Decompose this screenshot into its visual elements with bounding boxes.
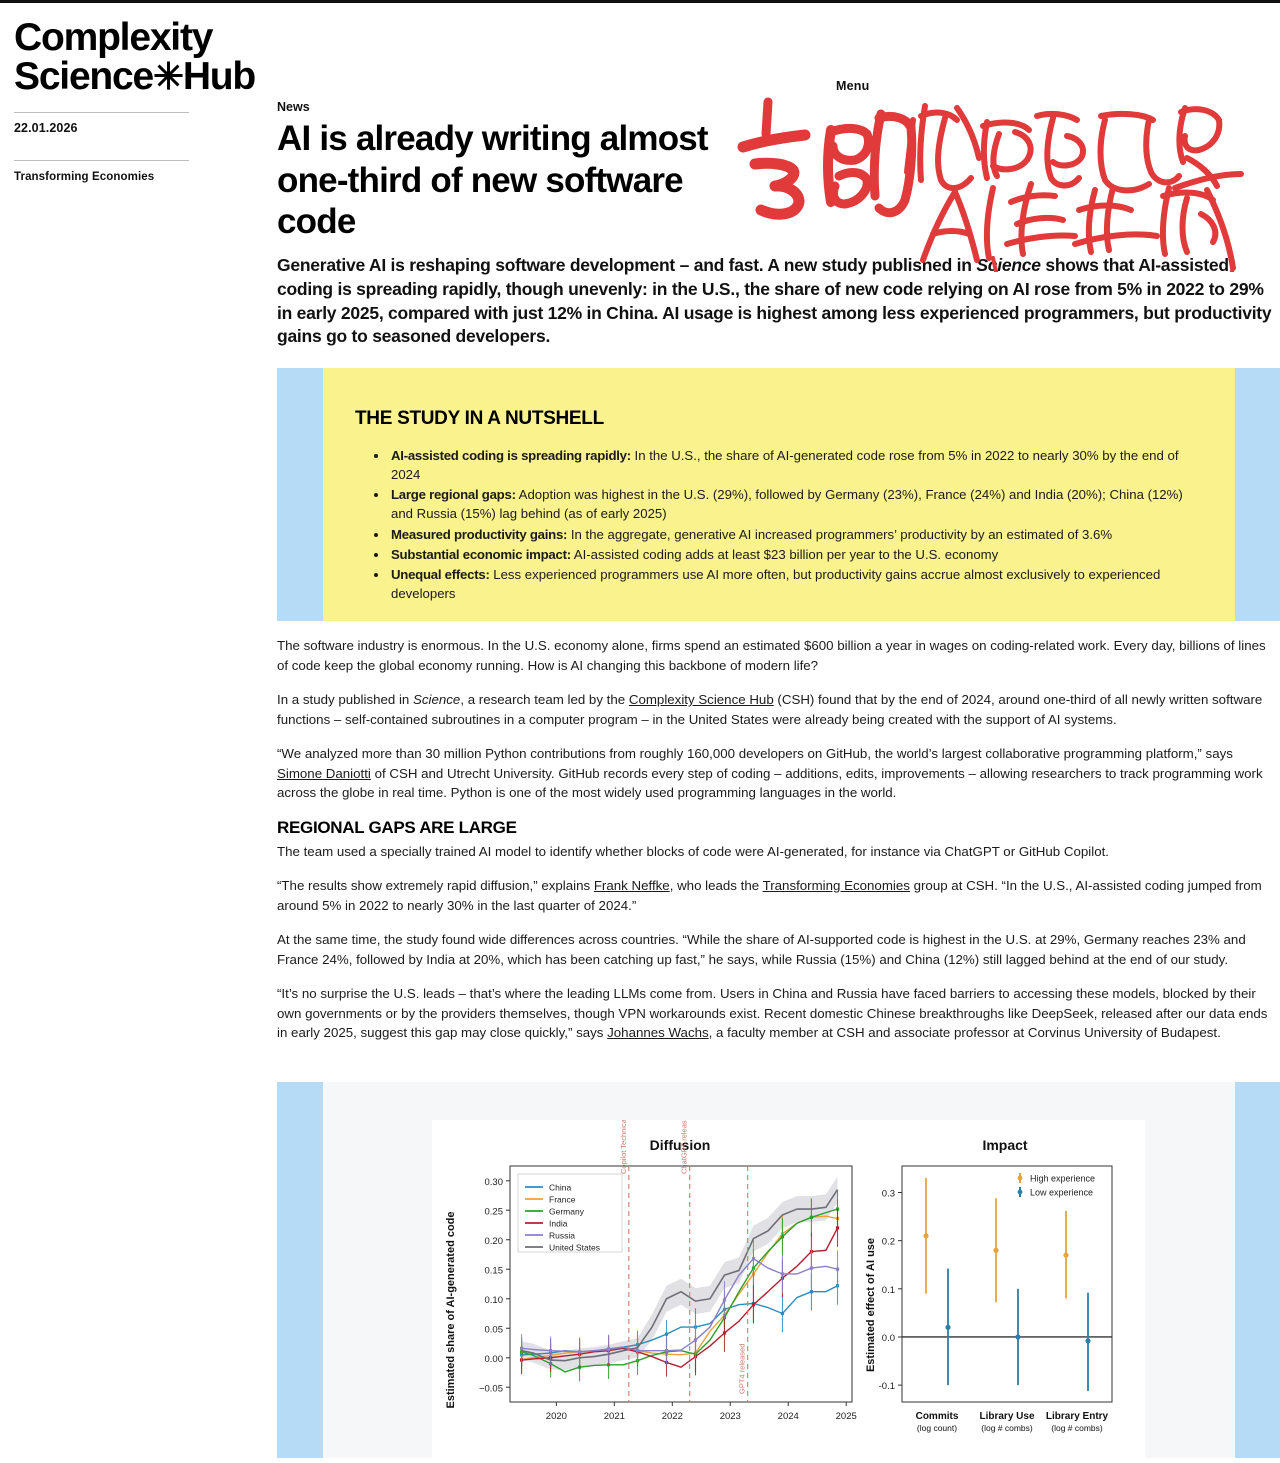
- paragraph: The team used a specially trained AI model to identify whether blocks of code were AI-generated, for instance via ChatGPT or GitHub Copilot.: [277, 843, 1109, 859]
- svg-text:2023: 2023: [719, 1411, 741, 1422]
- impact-chart-title: Impact: [982, 1137, 1028, 1153]
- para2-text-3: (CSH) found that by the end of 2024, around one-third of all newly written software functions – self-contained subroutines in a computer program – in the United States were already being created with the support of AI systems.: [277, 692, 1263, 727]
- svg-text:0.10: 0.10: [484, 1294, 503, 1306]
- nutshell-item-lead: Large regional gaps:: [391, 487, 516, 503]
- top-rule: [0, 0, 1280, 3]
- svg-text:2025: 2025: [835, 1411, 857, 1422]
- svg-text:Russia: Russia: [549, 1230, 575, 1241]
- nutshell-item-text: Less experienced programmers use AI more often, but productivity gains accrue almost exclusively to experienced developers: [391, 566, 1161, 601]
- standfirst-journal-name: Science: [976, 254, 1041, 275]
- list-item: [389, 545, 1206, 564]
- paragraph: The software industry is enormous. In the U.S. economy alone, firms spend an estimated $600 billion a year in wages on coding-related work. Every day, billions of lines of code keep the global economy running. How is AI changing this backbone of modern life?: [277, 638, 1266, 673]
- nutshell-item-lead: Measured productivity gains:: [391, 526, 568, 542]
- brand-word-hub: Hub: [182, 55, 256, 98]
- svg-text:(log # combs): (log # combs): [1051, 1423, 1103, 1433]
- section-heading-regional-gaps: REGIONAL GAPS ARE LARGE: [277, 817, 517, 837]
- svg-text:Low experience: Low experience: [1030, 1187, 1094, 1198]
- svg-text:−0.05: −0.05: [478, 1383, 503, 1395]
- star-icon: ✳: [153, 56, 183, 97]
- nutshell-item-lead: AI-assisted coding is spreading rapidly:: [391, 448, 631, 463]
- svg-text:Library Entry: Library Entry: [1045, 1411, 1109, 1422]
- impact-y-axis-label: Estimated effect of AI use: [865, 1237, 877, 1373]
- menu-button[interactable]: Menu: [836, 79, 870, 93]
- diffusion-chart-title: Diffusion: [649, 1137, 711, 1153]
- svg-text:0.2: 0.2: [881, 1236, 895, 1248]
- svg-text:China: China: [549, 1182, 572, 1193]
- nutshell-list: [389, 446, 1206, 604]
- svg-text:Copilot Technical Preview: Copilot Technical Preview: [618, 1120, 628, 1174]
- figure-band: [277, 1082, 1280, 1458]
- svg-text:(log count): (log count): [916, 1423, 958, 1433]
- list-item: [389, 565, 1206, 603]
- link-johannes-wachs[interactable]: Johannes Wachs: [607, 1025, 709, 1041]
- publication-date: 22.01.2026: [14, 121, 78, 135]
- para2-journal: Science: [413, 692, 461, 708]
- article-body: [277, 636, 1280, 1058]
- para5-text-3: group at CSH. “In the U.S., AI-assisted coding jumped from around 5% in 2022 to nearly 30% in the last quarter of 2024.”: [277, 878, 1262, 913]
- svg-text:0.00: 0.00: [484, 1353, 503, 1365]
- list-item: [389, 525, 1206, 544]
- svg-text:High experience: High experience: [1030, 1173, 1096, 1184]
- para5-text-2: , who leads the: [669, 878, 763, 894]
- svg-text:0.1: 0.1: [881, 1284, 895, 1296]
- link-simone-daniotti[interactable]: Simone Daniotti: [277, 765, 371, 781]
- link-complexity-science-hub[interactable]: Complexity Science Hub: [628, 692, 774, 708]
- band-accent-right: [1235, 368, 1280, 621]
- svg-text:2022: 2022: [661, 1411, 683, 1422]
- nutshell-item-text: AI-assisted coding adds at least $23 billion per year to the U.S. economy: [570, 546, 999, 562]
- para2-text-2: , a research team led by the: [460, 692, 629, 708]
- svg-text:0.15: 0.15: [484, 1265, 503, 1277]
- svg-text:0.0: 0.0: [881, 1332, 895, 1344]
- svg-text:-0.1: -0.1: [878, 1381, 895, 1393]
- svg-text:France: France: [549, 1194, 576, 1205]
- page-title: AI is already writing almost one-third of new software code: [277, 119, 708, 242]
- standfirst-text-2: shows that AI-assisted coding is spreading rapidly, though unevenly: in the U.S., the share of new code relying on AI rose from 5% in 2022 to 29% in early 2025, compared with just 12% in China. AI usage is highest among less experienced programmers, but productivity gains go to seasoned developers.: [277, 254, 1272, 347]
- nutshell-title: THE STUDY IN A NUTSHELL: [355, 408, 604, 429]
- charts-figure: [432, 1120, 1145, 1458]
- paragraph: [277, 876, 1280, 915]
- para3-text-2: of CSH and Utrecht University. GitHub records every step of coding – additions, edits, improvements – allowing researchers to track programming work across the globe in real time. Python is one of the most widely used programming languages in the world.: [277, 765, 1263, 801]
- nutshell-item-lead: Unequal effects:: [391, 566, 490, 582]
- svg-text:2024: 2024: [777, 1411, 799, 1422]
- nutshell-item-text: In the U.S., the share of AI-generated code rose from 5% in 2022 to nearly 30% by the end of 2024: [391, 448, 1179, 483]
- paragraph: At the same time, the study found wide differences across countries. “While the share of AI-supported code is highest in the U.S. at 29%, Germany reaches 23% and France 24%, followed by India at 20%, which has been catching up fast,” he says, while Russia (15%) and China (12%) still lagged behind at the end of our study.: [277, 932, 1246, 967]
- para5-text-1: “The results show extremely rapid diffusion,” explains: [277, 878, 594, 894]
- list-item: [389, 485, 1206, 523]
- article-header: [277, 100, 1280, 349]
- svg-text:(log # combs): (log # combs): [981, 1423, 1033, 1433]
- svg-text:ChatGPT released: ChatGPT released: [679, 1120, 689, 1174]
- paragraph: [277, 984, 1280, 1043]
- paragraph: [277, 690, 1280, 729]
- paragraph: [277, 744, 1280, 803]
- figure-accent-left: [277, 1082, 323, 1458]
- link-transforming-economies[interactable]: Transforming Economies: [762, 878, 910, 894]
- site-logo[interactable]: [14, 18, 264, 96]
- nutshell-band: [277, 368, 1280, 621]
- svg-text:Germany: Germany: [549, 1206, 584, 1217]
- nutshell-item-lead: Substantial economic impact:: [391, 546, 571, 562]
- figure-card: [432, 1120, 1145, 1458]
- nutshell-item-text: In the aggregate, generative AI increased programmers’ productivity by an estimated of 3.6%: [567, 526, 1113, 542]
- figure-accent-right: [1235, 1082, 1280, 1458]
- nutshell-item-text: Adoption was highest in the U.S. (29%), followed by Germany (23%), France (24%) and India (20%); China (12%) and Russia (15%) lag behind (as of early 2025): [391, 487, 1183, 522]
- svg-text:GPT4 released: GPT4 released: [737, 1343, 747, 1394]
- svg-text:0.20: 0.20: [484, 1235, 503, 1247]
- diffusion-y-axis-label: Estimated share of AI-generated code: [445, 1211, 457, 1409]
- para2-text-1: In a study published in: [277, 692, 414, 708]
- svg-text:0.3: 0.3: [881, 1188, 895, 1200]
- topic-tag[interactable]: Transforming Economies: [14, 171, 155, 183]
- svg-text:India: India: [549, 1218, 568, 1229]
- svg-text:0.30: 0.30: [484, 1176, 503, 1188]
- para3-text-1: “We analyzed more than 30 million Python contributions from roughly 160,000 developers on GitHub, the world’s largest collaborative programming platform,” says: [277, 746, 1233, 762]
- band-accent-left: [277, 368, 323, 621]
- article-standfirst: [277, 254, 1280, 349]
- svg-text:0.25: 0.25: [484, 1206, 503, 1218]
- para7-text-2: , a faculty member at CSH and associate professor at Corvinus University of Budapest.: [708, 1025, 1221, 1041]
- brand-line-2: [14, 57, 264, 96]
- standfirst-text-1: Generative AI is reshaping software development – and fast. A new study published in: [277, 254, 977, 275]
- svg-text:Library Use: Library Use: [979, 1411, 1035, 1422]
- impact-chart-plot: [879, 1166, 1112, 1433]
- para7-text-1: “It’s no surprise the U.S. leads – that’s where the leading LLMs come from. Users in China and Russia have faced barriers to accessing these models, blocked by their own governments or by the providers themselves, though VPN workarounds exist. Recent domestic Chinese breakthroughs like DeepSeek, released after our data ends in early 2025, suggest this gap may close quickly,” says: [277, 986, 1268, 1041]
- svg-text:2021: 2021: [603, 1411, 625, 1422]
- svg-text:United States: United States: [549, 1242, 601, 1253]
- svg-text:Commits: Commits: [915, 1411, 959, 1422]
- site-rail: [14, 18, 264, 183]
- svg-text:2020: 2020: [545, 1411, 567, 1422]
- article-kicker: News: [277, 100, 310, 114]
- brand-line-1: Complexity: [14, 16, 213, 59]
- list-item: [389, 446, 1206, 484]
- brand-word-science: Science: [14, 55, 154, 98]
- diffusion-chart-plot: [479, 1120, 857, 1422]
- svg-text:0.05: 0.05: [484, 1324, 503, 1336]
- link-frank-neffke[interactable]: Frank Neffke: [593, 878, 670, 894]
